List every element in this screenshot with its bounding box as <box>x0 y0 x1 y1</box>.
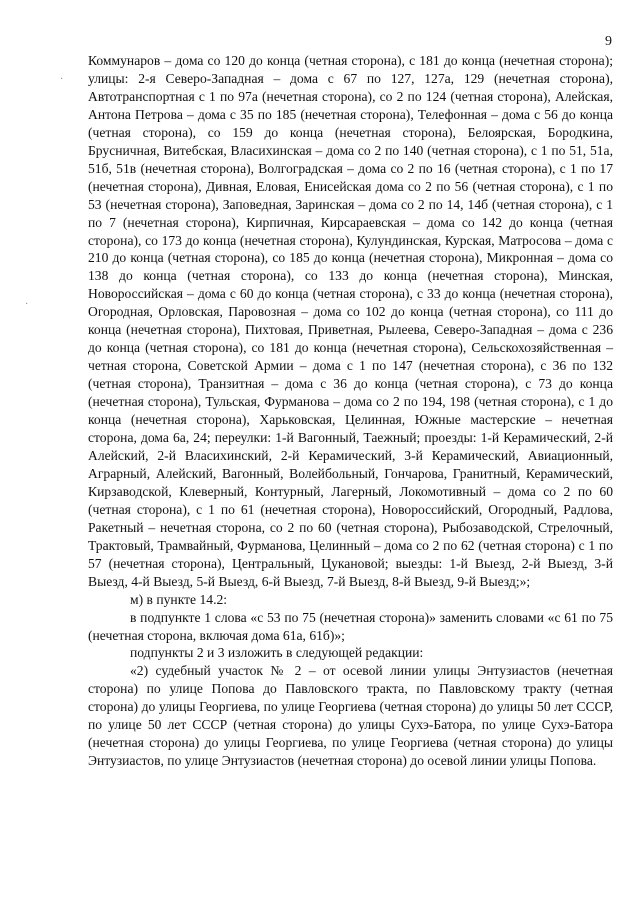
paragraph-subpoint-1: в подпункте 1 слова «с 53 по 75 (нечетная сторона)» заменить словами «с 61 по 75 (нечетная сторона, включая дома 61а, 61б)»; <box>88 609 613 643</box>
margin-mark: · <box>25 299 29 310</box>
page-number: 9 <box>605 34 612 49</box>
document-body <box>88 52 613 770</box>
paragraph-item-m: м) в пункте 14.2: <box>130 591 228 607</box>
paragraph-subpoints-2-3: подпункты 2 и 3 изложить в следующей редакции: <box>130 645 424 661</box>
margin-mark: · <box>60 74 64 85</box>
paragraph-court-district-2: «2) судебный участок № 2 – от осевой линии улицы Энтузиастов (нечетная сторона) по улице Попова до Павловского тракта, по Павловскому тракту (четная сторона) до улицы Георгиева, по улице Георгиева (четная сторона) до улицы 50 лет СССР, по улице 50 лет СССР (четная сторона) до улицы Сухэ-Батора, по улице Сухэ-Батора (нечетная сторона) до улицы Георгиева, по улице Георгиева (четная сторона) до улицы Энтузиастов, по улице Энтузиастов (нечетная сторона) до осевой линии улицы Попова. <box>88 663 613 769</box>
paragraph-continuation: Коммунаров – дома со 120 до конца (четная сторона), с 181 до конца (нечетная сторона); улицы: 2-я Северо-Западная – дома с 67 по 127, 127а, 129 (нечетная сторона), Автотранспортная с 1 по 97а (нечетная сторона), со 2 по 124 (четная сторона), Алейская, Антона Петрова – дома с 35 по 185 (нечетная сторона), Телефонная – дома с 56 до конца (четная сторона), со 159 до конца (нечетная сторона), Белоярская, Бородкина, Брусничная, Витебская, Власихинская – дома со 2 по 140 (четная сторона), с 1 по 51, 51а, 51б, 51в (нечетная сторона), Волгоградская – дома со 2 по 16 (четная сторона), с 1 по 17 (нечетная сторона), Дивная, Еловая, Енисейская дома со 2 по 56 (четная сторона), с 1 по 53 (нечетная сторона), Заповедная, Заринская – дома со 2 по 14, 14б (четная сторона), с 1 по 7 (нечетная сторона), Кирпичная, Кирсараевская – дома со 142 до конца (четная сторона), со 173 до конца (нечетная сторона), Кулундинская, Курская, Матросова – дома с 210 до конца (четная сторона), со 185 до конца (нечетная сторона), Микронная – дома со 138 до конца (четная сторона), со 133 до конца (нечетная сторона), Минская, Новороссийская – дома с 60 до конца (четная сторона), с 33 до конца (нечетная сторона), Огородная, Орловская, Паровозная – дома со 102 до конца (четная сторона), со 111 до конца (нечетная сторона), Пихтовая, Приветная, Рылеева, Северо-Западная – дома с 236 до конца (четная сторона), со 181 до конца (нечетная сторона), Сельскохозяйственная – четная сторона, Советской Армии – дома с 1 по 147 (нечетная сторона), с 36 по 132 (четная сторона), Транзитная – дома с 36 до конца (четная сторона), с 73 до конца (нечетная сторона), Тульская, Фурманова – дома со 2 по 194, 198 (четная сторона), с 1 до конца (нечетная сторона), Харьковская, Целинная, Южные мастерские – нечетная сторона, дома 6а, 24; переулки: 1-й Вагонный, Таежный; проезды: 1-й Керамический, 2-й Алейский, 2-й Власихинский, 2-й Керамический, 3-й Керамический, Авиационный, Аграрный, Алейский, Вагонный, Волейбольный, Гончарова, Гранитный, Керамический, Кирзаводской, Клеверный, Контурный, Лагерный, Локомотивный – дома со 2 по 60 (четная сторона), с 1 по 61 (нечетная сторона), Новороссийский, Огородный, Радлова, Ракетный – нечетная сторона, со 2 по 60 (четная сторона), Рыбозаводской, Стрелочный, Трактовый, Трамвайный, Фурманова, Целинный – дома со 2 по 62 (четная сторона) с 1 по 57 (нечетная сторона), Центральный, Цукановой; выезды: 1-й Выезд, 2-й Выезд, 3-й Выезд, 4-й Выезд, 5-й Выезд, 6-й Выезд, 7-й Выезд, 8-й Выезд, 9-й Выезд;»; <box>88 53 613 589</box>
